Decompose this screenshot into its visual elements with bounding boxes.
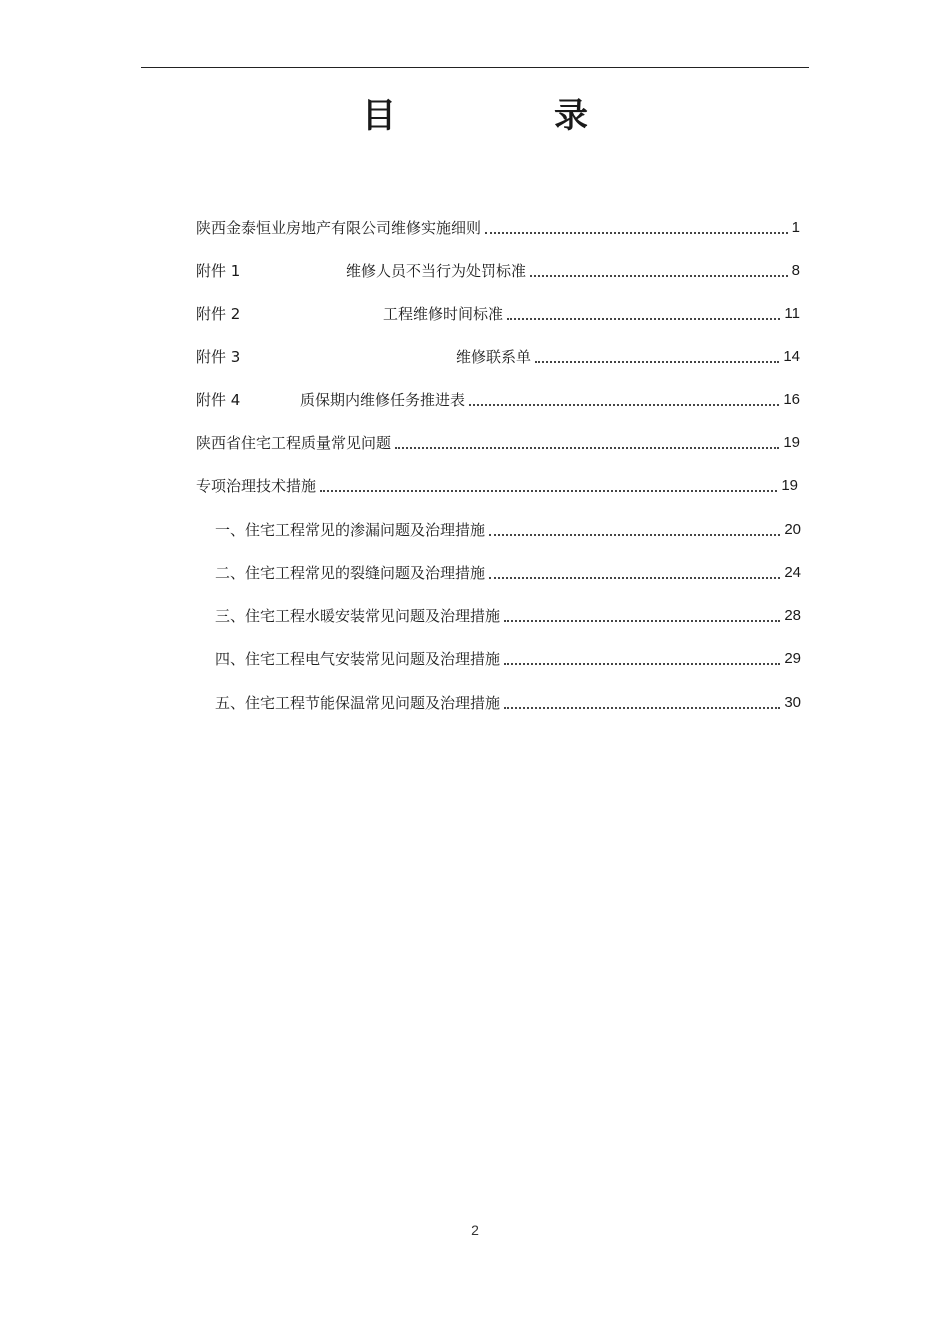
toc-entry[interactable] — [215, 689, 801, 713]
toc-entry[interactable] — [215, 602, 801, 626]
toc-entry-page: 28 — [784, 607, 801, 624]
toc-entry-label: 附件 1 — [196, 262, 241, 280]
toc-entry[interactable] — [215, 645, 801, 669]
toc-entry-page: 20 — [784, 521, 801, 538]
toc-entry[interactable] — [196, 343, 800, 367]
toc-entry-label: 二、住宅工程常见的裂缝问题及治理措施 — [215, 564, 486, 582]
toc-entry-page: 19 — [783, 434, 800, 451]
toc-leader-dots — [507, 306, 780, 320]
toc-entry-page: 29 — [784, 650, 801, 667]
toc-leader-dots — [320, 478, 777, 492]
toc-entry-page: 30 — [784, 694, 801, 711]
toc-entry-subtitle: 维修联系单 — [456, 348, 532, 366]
toc-leader-dots — [504, 651, 780, 665]
toc-leader-dots — [504, 695, 780, 709]
toc-entry-label: 陕西省住宅工程质量常见问题 — [196, 434, 392, 452]
toc-leader-dots — [489, 565, 780, 579]
toc-leader-dots — [489, 522, 780, 536]
toc-entry-label: 附件 2 — [196, 305, 241, 323]
toc-entry[interactable] — [196, 386, 800, 410]
toc-entry-page: 19 — [781, 477, 798, 494]
toc-entry-label: 五、住宅工程节能保温常见问题及治理措施 — [215, 694, 501, 712]
toc-leader-dots — [535, 349, 779, 363]
toc-entry[interactable] — [196, 472, 798, 496]
toc-leader-dots — [469, 392, 779, 406]
toc-leader-dots — [395, 435, 779, 449]
toc-entry-page: 14 — [783, 348, 800, 365]
toc-title: 目 录 — [362, 96, 650, 136]
toc-entry-label: 四、住宅工程电气安装常见问题及治理措施 — [215, 650, 501, 668]
toc-entry-subtitle: 质保期内维修任务推进表 — [300, 391, 466, 409]
toc-entry-label: 专项治理技术措施 — [196, 477, 317, 495]
toc-entry-label: 三、住宅工程水暖安装常见问题及治理措施 — [215, 607, 501, 625]
toc-entry-page: 8 — [791, 262, 800, 279]
toc-entry-page: 16 — [783, 391, 800, 408]
header-rule — [141, 67, 809, 68]
toc-entry[interactable] — [215, 516, 801, 540]
toc-entry[interactable] — [196, 257, 800, 281]
toc-leader-dots — [504, 608, 780, 622]
toc-leader-dots — [530, 263, 788, 277]
toc-entry-page: 24 — [784, 564, 801, 581]
toc-entry-subtitle: 维修人员不当行为处罚标准 — [346, 262, 527, 280]
toc-entry-subtitle: 工程维修时间标准 — [383, 305, 504, 323]
toc-entry-label: 陕西金泰恒业房地产有限公司维修实施细则 — [196, 219, 482, 237]
toc-entry[interactable] — [196, 214, 800, 238]
toc-entry-label: 附件 4 — [196, 391, 241, 409]
toc-leader-dots — [485, 220, 788, 234]
toc-entry-label: 一、住宅工程常见的渗漏问题及治理措施 — [215, 521, 486, 539]
toc-entry[interactable] — [196, 429, 800, 453]
page-number: 2 — [471, 1222, 479, 1238]
toc-entry-label: 附件 3 — [196, 348, 241, 366]
toc-entry-page: 1 — [791, 219, 800, 236]
toc-entry[interactable] — [215, 559, 801, 583]
toc-entry[interactable] — [196, 300, 800, 324]
toc-entry-page: 11 — [784, 305, 800, 322]
